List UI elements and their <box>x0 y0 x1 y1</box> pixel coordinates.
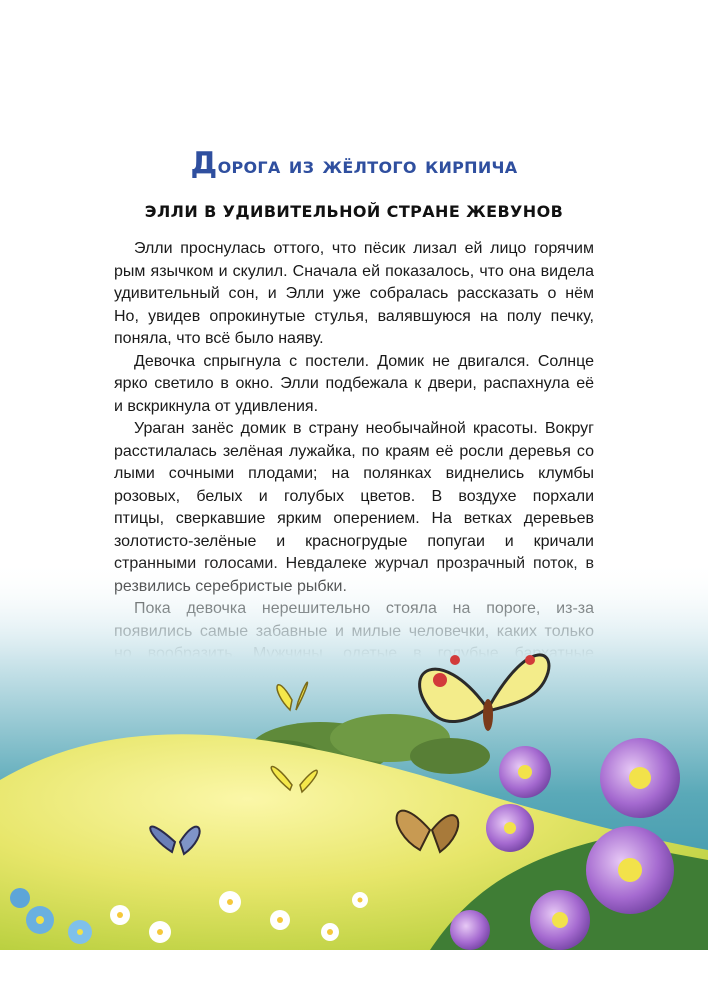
meadow-illustration <box>0 560 708 950</box>
text-line: лыми сочными плодами; на полянках виднелись клумбы <box>114 465 594 482</box>
text-line: золотисто-зелёные и красногрудые попугаи и кричали <box>114 532 594 550</box>
text-line: птицы, сверкавшие ярким оперением. На ветках деревьев <box>114 510 594 527</box>
text-line: поняла, что всё было наяву. <box>114 330 324 347</box>
chapter-title-initial: Д <box>190 146 218 181</box>
section-title: ЭЛЛИ В УДИВИТЕЛЬНОЙ СТРАНЕ ЖЕВУНОВ <box>144 202 564 221</box>
text-line: удивительный сон, и Элли уже собралась рассказать о нём <box>114 285 594 302</box>
chapter-title-rest: орога из жёлтого кирпича <box>217 153 518 179</box>
chapter-title <box>0 146 708 181</box>
text-line: розовых, белых и голубых цветов. В воздухе порхали <box>114 487 594 505</box>
text-line: Девочка спрыгнула с постели. Домик не двигался. Солнце <box>134 352 594 370</box>
text-line: ярко светило в окно. Элли подбежала к двери, распахнула её <box>114 375 594 392</box>
text-line: Элли проснулась оттого, что пёсик лизал ей лицо горячим <box>134 240 594 257</box>
text-line: рым язычком и скулил. Сначала ей показалось, что она видела <box>114 262 594 280</box>
text-line: Но, увидев опрокинутые стулья, валявшуюся на полу печку, <box>114 307 594 325</box>
text-line: расстилалась зелёная лужайка, по краям её росли деревья со <box>114 442 594 460</box>
text-line: Ураган занёс домик в страну необычайной красоты. Вокруг <box>134 420 594 437</box>
text-line: и вскрикнула от удивления. <box>114 397 319 415</box>
